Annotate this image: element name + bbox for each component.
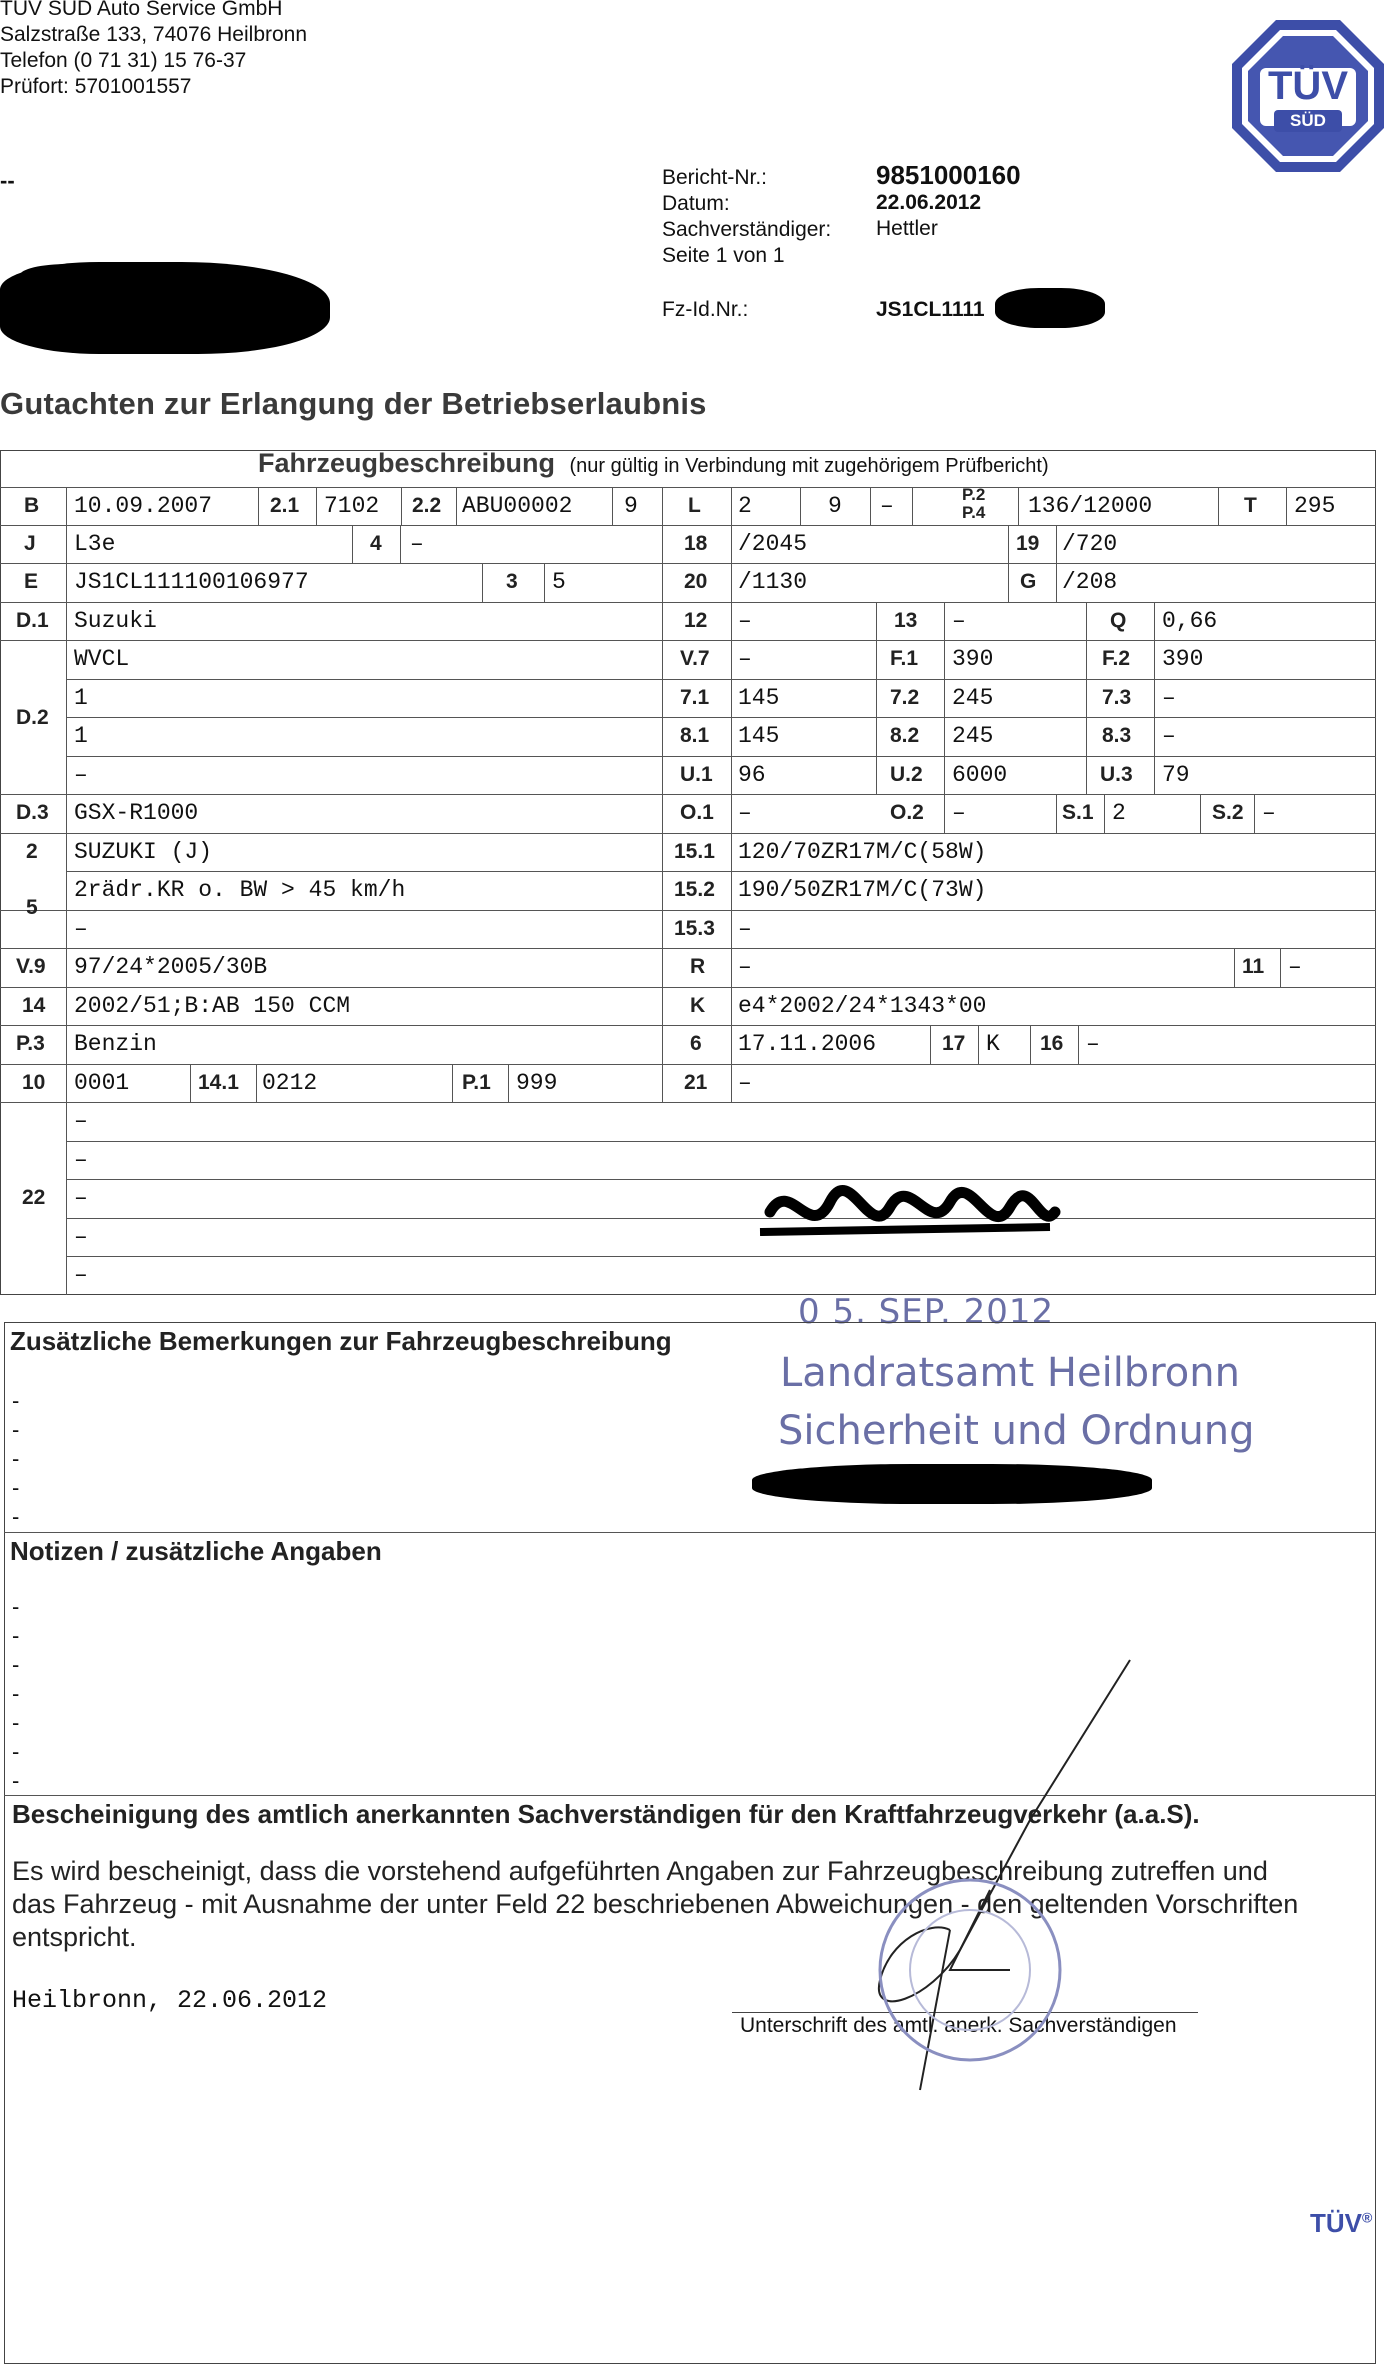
value-U3: 79	[1162, 762, 1190, 788]
code-22: 22	[22, 1186, 46, 1209]
value-F2: 390	[1162, 646, 1204, 672]
code-R: R	[690, 955, 706, 978]
code-14: 14	[22, 994, 46, 1017]
code-19: 19	[1016, 532, 1040, 555]
code-10: 10	[22, 1071, 46, 1094]
certification-body: Es wird bescheinigt, dass die vorstehend aufgeführten Angaben zur Fahrzeugbeschreibung zutreffen und das Fahrzeug - mit Ausnahme der unter Feld 22 beschriebenen Abweichungen - den geltenden Vorschriften entspricht.	[12, 1856, 1299, 1952]
value-Q: 0,66	[1162, 608, 1218, 634]
code-Q: Q	[1110, 609, 1127, 632]
value-J: L3e	[74, 531, 116, 557]
value-22-1: –	[74, 1108, 88, 1134]
bericht-label: Bericht-Nr.:	[662, 166, 768, 189]
remarks-title: Zusätzliche Bemerkungen zur Fahrzeugbeschreibung	[10, 1326, 672, 1356]
row-line	[66, 717, 1376, 718]
value-K: e4*2002/24*1343*00	[738, 993, 987, 1019]
code-15-2: 15.2	[674, 878, 715, 901]
value-22-5: –	[74, 1262, 88, 1288]
code-9b: 9	[828, 493, 842, 519]
code-13: 13	[894, 609, 918, 632]
code-T: T	[1244, 494, 1257, 517]
table-title: Fahrzeugbeschreibung	[258, 448, 556, 478]
code-6: 6	[690, 1032, 702, 1055]
code-U2: U.2	[890, 763, 923, 786]
col-line	[731, 487, 732, 1102]
value-R: –	[738, 954, 752, 980]
value-4: –	[410, 531, 424, 557]
code-12: 12	[684, 609, 708, 632]
addressee-dash: --	[0, 168, 15, 193]
table-note: (nur gültig in Verbindung mit zugehörigem Prüfbericht)	[569, 455, 1049, 477]
row-line	[66, 1141, 1376, 1142]
code-J: J	[24, 532, 36, 555]
code-S1: S.1	[1062, 801, 1094, 824]
certification-title: Bescheinigung des amtlich anerkannten Sachverständigen für den Kraftfahrzeugverkehr (a.a.S).	[12, 1799, 1200, 1829]
code-P1: P.1	[462, 1071, 491, 1094]
code-9: 9	[624, 493, 638, 519]
redacted-name	[20, 264, 140, 292]
value-12: –	[738, 608, 752, 634]
logo-text-sued: SÜD	[1274, 110, 1342, 132]
bericht-value: 9851000160	[876, 160, 1021, 190]
code-B: B	[24, 494, 40, 517]
stamp-line-1: Landratsamt Heilbronn	[780, 1350, 1240, 1396]
expert-signature	[810, 1640, 1150, 2105]
code-7-3: 7.3	[1102, 686, 1132, 709]
code-14-1: 14.1	[198, 1071, 239, 1094]
table-header	[258, 448, 1049, 479]
value-13: –	[952, 608, 966, 634]
code-S2: S.2	[1212, 801, 1244, 824]
value-22-2: –	[74, 1147, 88, 1173]
value-V9: 97/24*2005/30B	[74, 954, 268, 980]
value-11: –	[1288, 954, 1302, 980]
value-15-1: 120/70ZR17M/C(58W)	[738, 839, 987, 865]
value-2-1: 7102	[324, 493, 380, 519]
code-D1: D.1	[16, 609, 49, 632]
value-D2-2: 1	[74, 685, 88, 711]
value-L: 2	[738, 493, 752, 519]
place-date: Heilbronn, 22.06.2012	[12, 1986, 328, 2015]
code-2-2: 2.2	[412, 494, 442, 517]
remarks-lines: - - - - -	[12, 1388, 20, 1529]
company-street: Salzstraße 133, 74076 Heilbronn	[0, 23, 308, 46]
value-G: /208	[1062, 569, 1118, 595]
fzid-label: Fz-Id.Nr.:	[662, 298, 749, 321]
value-V7: –	[738, 646, 752, 672]
row-line	[66, 1218, 1376, 1219]
redacted-vin-suffix	[995, 288, 1105, 328]
sv-value: Hettler	[876, 217, 938, 240]
value-8-3: –	[1162, 723, 1176, 749]
col-line	[66, 487, 67, 1295]
sv-label: Sachverständiger:	[662, 218, 832, 241]
row-line	[66, 679, 1376, 680]
report-values	[876, 160, 1021, 242]
code-G: G	[1020, 570, 1037, 593]
code-8-3: 8.3	[1102, 724, 1132, 747]
code-D2: D.2	[16, 706, 49, 729]
code-O1: O.1	[680, 801, 714, 824]
company-pruefort: Prüfort: 5701001557	[0, 75, 192, 98]
row-line	[0, 1102, 1376, 1103]
row-line	[0, 1025, 1376, 1026]
code-O2: O.2	[890, 801, 924, 824]
company-name: TUV SUD Auto Service GmbH	[0, 0, 283, 20]
signature-label: Unterschrift des amtl. anerk. Sachverständigen	[740, 2014, 1177, 2037]
value-15-3: –	[738, 916, 752, 942]
row-line	[66, 1256, 1376, 1257]
value-U2: 6000	[952, 762, 1008, 788]
code-8-2: 8.2	[890, 724, 920, 747]
value-3: 5	[552, 569, 566, 595]
value-8-1: 145	[738, 723, 780, 749]
value-O2: –	[952, 800, 966, 826]
code-3: 3	[506, 570, 518, 593]
value-22-3: –	[74, 1185, 88, 1211]
code-16: 16	[1040, 1032, 1064, 1055]
code-P2-P4: P.2 P.4	[962, 485, 986, 522]
lower-frame	[4, 1322, 1376, 2364]
value-20: /1130	[738, 569, 808, 595]
notes-title: Notizen / zusätzliche Angaben	[10, 1536, 382, 1566]
code-7-2: 7.2	[890, 686, 920, 709]
col-line	[662, 487, 663, 1102]
value-B: 10.09.2007	[74, 493, 213, 519]
value-S1: 2	[1112, 800, 1126, 826]
code-21: 21	[684, 1071, 708, 1094]
value-19: /720	[1062, 531, 1118, 557]
section-divider	[4, 1795, 1376, 1796]
value-T: 295	[1294, 493, 1336, 519]
value-2: SUZUKI (J)	[74, 839, 213, 865]
code-5: 5	[26, 896, 38, 919]
value-F1: 390	[952, 646, 994, 672]
code-U3: U.3	[1100, 763, 1133, 786]
value-17: K	[986, 1031, 1000, 1057]
company-phone: Telefon (0 71 31) 15 76-37	[0, 49, 247, 72]
value-5-1: 2rädr.KR o. BW > 45 km/h	[74, 877, 406, 903]
code-L: L	[688, 494, 701, 517]
value-14: 2002/51;B:AB 150 CCM	[74, 993, 351, 1019]
value-P2-P4: 136/12000	[1028, 493, 1153, 519]
row-line	[66, 1179, 1376, 1180]
code-E: E	[24, 570, 39, 593]
tuev-logo	[1230, 18, 1386, 174]
value-6: 17.11.2006	[738, 1031, 877, 1057]
code-2: 2	[26, 840, 38, 863]
value-21: –	[738, 1070, 752, 1096]
value-E: JS1CL111100106977	[74, 569, 309, 595]
value-D1: Suzuki	[74, 608, 157, 634]
stamp-date: 0 5. SEP. 2012	[798, 1292, 1055, 1332]
code-V9: V.9	[16, 955, 46, 978]
value-7-1: 145	[738, 685, 780, 711]
value-O1: –	[738, 800, 752, 826]
value-16: –	[1086, 1031, 1100, 1057]
company-address	[0, 0, 307, 100]
code-18: 18	[684, 532, 708, 555]
code-2-1: 2.1	[270, 494, 300, 517]
value-D2-1: WVCL	[74, 646, 130, 672]
value-2-2: ABU00002	[462, 493, 573, 519]
value-D2-4: –	[74, 762, 88, 788]
code-15-1: 15.1	[674, 840, 715, 863]
value-8-2: 245	[952, 723, 994, 749]
code-F2: F.2	[1102, 647, 1131, 670]
code-20: 20	[684, 570, 708, 593]
value-15-2: 190/50ZR17M/C(73W)	[738, 877, 987, 903]
code-P3: P.3	[16, 1032, 45, 1055]
value-S2: –	[1262, 800, 1276, 826]
footer-tuev-mark: TÜV®	[1310, 2208, 1373, 2238]
code-11: 11	[1242, 955, 1265, 978]
notes-lines: - - - - - - -	[12, 1594, 20, 1793]
code-7-1: 7.1	[680, 686, 710, 709]
value-U1: 96	[738, 762, 766, 788]
code-D3: D.3	[16, 801, 49, 824]
section-divider	[4, 1532, 1376, 1533]
value-14-1: 0212	[262, 1070, 318, 1096]
value-18: /2045	[738, 531, 808, 557]
value-P1: 999	[516, 1070, 558, 1096]
code-F1: F.1	[890, 647, 919, 670]
value-D2-3: 1	[74, 723, 88, 749]
datum-value: 22.06.2012	[876, 191, 982, 214]
value-7-2: 245	[952, 685, 994, 711]
value-5-2: –	[74, 916, 88, 942]
code-4: 4	[370, 532, 382, 555]
value-22-4: –	[74, 1224, 88, 1250]
logo-text-tuev: TÜV	[1268, 64, 1348, 108]
code-U1: U.1	[680, 763, 713, 786]
fzid-value: JS1CL1111	[876, 298, 985, 321]
code-15-3: 15.3	[674, 917, 715, 940]
value-10: 0001	[74, 1070, 130, 1096]
report-labels	[662, 165, 831, 269]
seite-label: Seite 1 von 1	[662, 244, 785, 267]
value-D3: GSX-R1000	[74, 800, 199, 826]
document-title: Gutachten zur Erlangung der Betriebserlaubnis	[0, 386, 707, 421]
authority-signature	[750, 1172, 1070, 1257]
code-V7: V.7	[680, 647, 710, 670]
code-K: K	[690, 994, 706, 1017]
stamp-line-2: Sicherheit und Ordnung	[778, 1408, 1255, 1454]
datum-label: Datum:	[662, 192, 730, 215]
value-9b: –	[880, 493, 894, 519]
code-8-1: 8.1	[680, 724, 710, 747]
code-17: 17	[942, 1032, 966, 1055]
value-7-3: –	[1162, 685, 1176, 711]
value-P3: Benzin	[74, 1031, 157, 1057]
